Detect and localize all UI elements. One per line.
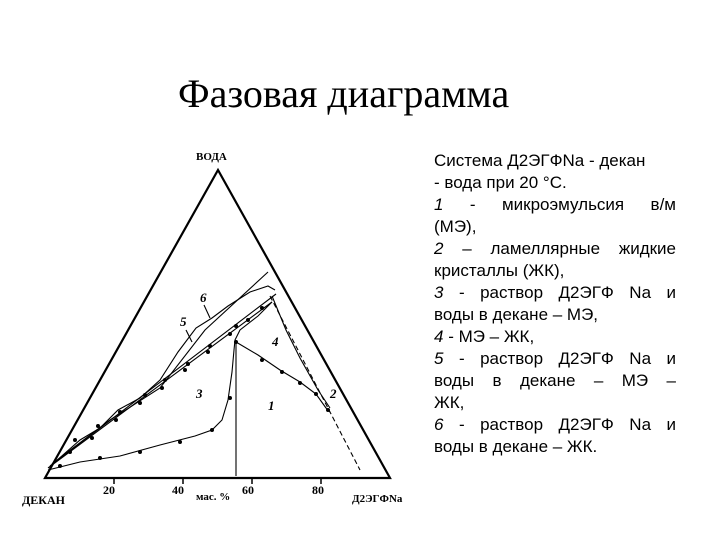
legend-item-2 [434, 238, 676, 260]
legend-text: - МЭ – ЖК, [443, 327, 535, 346]
description-line: Система Д2ЭГФNa - декан [434, 151, 646, 170]
legend-item-6 [434, 414, 676, 436]
legend-item-line: воды в декане – МЭ, [434, 305, 599, 324]
region-label-1: 1 [268, 398, 275, 413]
region-label-3: 3 [196, 386, 203, 401]
legend-number: 6 [434, 415, 444, 434]
legend-item-line: воды в декане – МЭ – [434, 371, 676, 390]
pointer-line-6 [204, 305, 210, 318]
boundary-line-2 [272, 296, 330, 408]
boundary-line-3 [48, 302, 272, 468]
vertex-label-decane: ДЕКАН [22, 493, 65, 507]
vertex-label-surfactant: Д2ЭГФNa [352, 493, 403, 505]
boundary-line-dashed [270, 296, 360, 470]
legend-text: - раствор Д2ЭГФ Na и [443, 283, 676, 302]
region-label-5: 5 [180, 314, 187, 329]
description-line: - вода при 20 °С. [434, 173, 567, 192]
legend-item-1 [434, 194, 676, 216]
legend-text: - микроэмульсия в/м [443, 195, 676, 214]
boundary-curve-4-2 [236, 342, 330, 412]
legend-item-3 [434, 282, 676, 304]
legend-item-line: воды в декане – ЖК. [434, 437, 598, 456]
legend-number: 4 [434, 327, 444, 346]
page-title: Фазовая диаграмма [178, 71, 510, 116]
region-label-4: 4 [272, 334, 279, 349]
boundary-line-wavy [55, 286, 275, 462]
legend-text: – ламеллярные жидкие [443, 239, 676, 258]
vertex-label-water: ВОДА [196, 151, 227, 163]
legend-number: 1 [434, 195, 444, 214]
description-text [434, 150, 676, 458]
legend-number: 5 [434, 349, 444, 368]
legend-item-line: ЖК, [434, 393, 465, 412]
legend-text: - раствор Д2ЭГФ Na и [443, 415, 676, 434]
region-label-2: 2 [330, 386, 337, 401]
legend-number: 2 [434, 239, 444, 258]
legend-text: - раствор Д2ЭГФ Na и [443, 349, 676, 368]
legend-item-4 [434, 326, 676, 348]
legend-item-5 [434, 348, 676, 370]
tick-label-60: 60 [242, 483, 254, 497]
tick-label-20: 20 [103, 483, 115, 497]
tick-label-40: 40 [172, 483, 184, 497]
legend-item-line: кристаллы (ЖК), [434, 261, 565, 280]
axis-unit-label: мас. % [196, 491, 231, 503]
legend-item-line: (МЭ), [434, 217, 477, 236]
region-label-6: 6 [200, 290, 207, 305]
tick-label-80: 80 [312, 483, 324, 497]
legend-number: 3 [434, 283, 444, 302]
